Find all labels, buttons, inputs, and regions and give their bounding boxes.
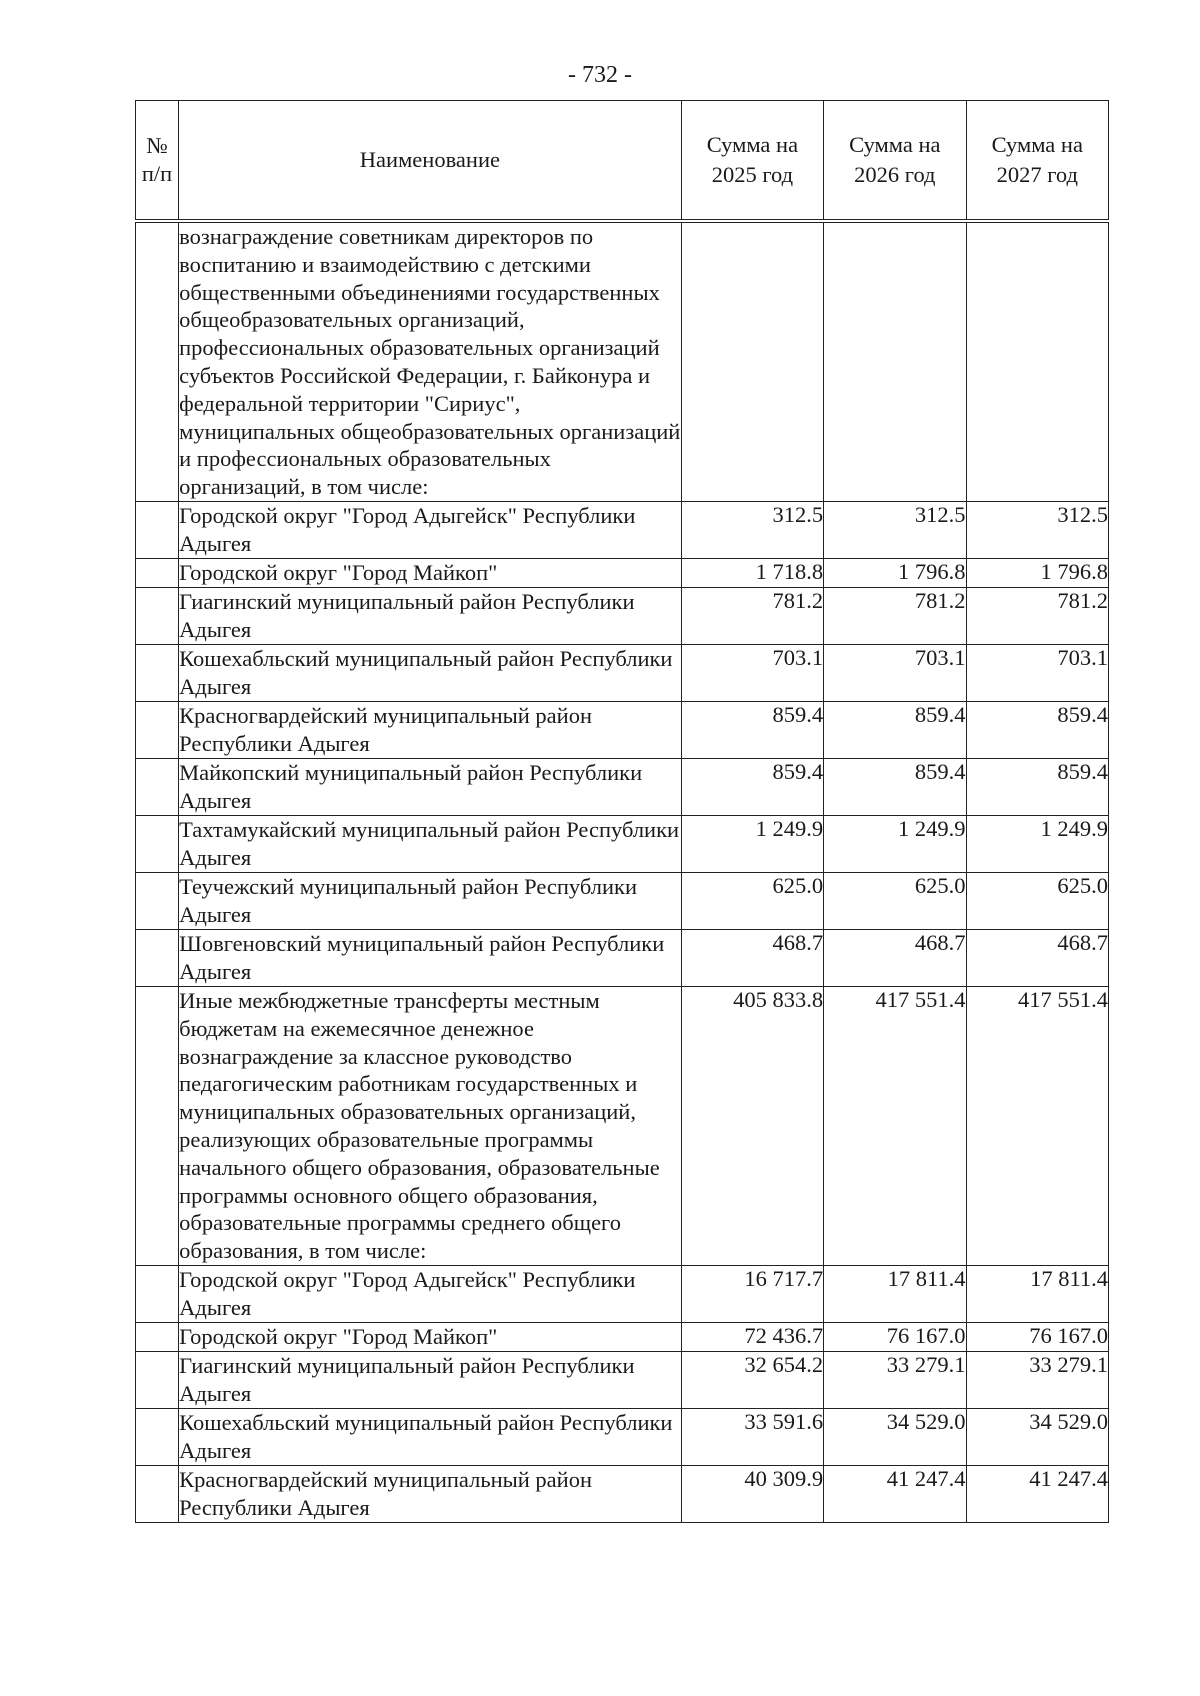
- row-name-cell: Красногвардейский муниципальный район Республики Адыгея: [179, 1465, 682, 1522]
- row-value-2025: 312.5: [681, 501, 823, 558]
- row-name-cell: Красногвардейский муниципальный район Республики Адыгея: [179, 701, 682, 758]
- row-value-2027: 41 247.4: [966, 1465, 1108, 1522]
- table-row: [136, 815, 1109, 872]
- row-value-2025: 40 309.9: [681, 1465, 823, 1522]
- row-value-2026: 33 279.1: [824, 1351, 966, 1408]
- row-value-2026: 1 249.9: [824, 815, 966, 872]
- row-value-2026: 417 551.4: [824, 986, 966, 1265]
- row-value-2027: 1 796.8: [966, 558, 1108, 587]
- row-value-2025: 72 436.7: [681, 1322, 823, 1351]
- row-value-2027: 781.2: [966, 587, 1108, 644]
- row-value-2026: 859.4: [824, 701, 966, 758]
- row-name-cell: Городской округ "Город Адыгейск" Республики Адыгея: [179, 1265, 682, 1322]
- row-value-2026: 781.2: [824, 587, 966, 644]
- row-value-2025: 625.0: [681, 872, 823, 929]
- row-value-2027: 703.1: [966, 644, 1108, 701]
- table-body: [136, 221, 1109, 1522]
- row-value-2027: 76 167.0: [966, 1322, 1108, 1351]
- header-2025: Сумма на 2025 год: [681, 101, 823, 222]
- table-row: [136, 986, 1109, 1265]
- row-name-cell: Кошехабльский муниципальный район Республики Адыгея: [179, 644, 682, 701]
- table-row: [136, 644, 1109, 701]
- row-name-cell: Гиагинский муниципальный район Республики Адыгея: [179, 587, 682, 644]
- row-value-2027: 859.4: [966, 758, 1108, 815]
- page-number: - 732 -: [568, 62, 632, 88]
- row-value-2026: 34 529.0: [824, 1408, 966, 1465]
- row-value-2027: 625.0: [966, 872, 1108, 929]
- row-value-2025: 1 718.8: [681, 558, 823, 587]
- row-num-cell: [136, 221, 179, 501]
- row-value-2026: 859.4: [824, 758, 966, 815]
- header-num: № п/п: [136, 101, 179, 222]
- row-num-cell: [136, 815, 179, 872]
- header-name: Наименование: [179, 101, 682, 222]
- row-value-2025: 703.1: [681, 644, 823, 701]
- row-value-2026: 312.5: [824, 501, 966, 558]
- row-name-cell: Городской округ "Город Майкоп": [179, 1322, 682, 1351]
- row-value-2027: 1 249.9: [966, 815, 1108, 872]
- row-name-cell: Теучежский муниципальный район Республики Адыгея: [179, 872, 682, 929]
- row-value-2027: 34 529.0: [966, 1408, 1108, 1465]
- table-row: [136, 221, 1109, 501]
- row-value-2027: 417 551.4: [966, 986, 1108, 1265]
- row-value-2026: 1 796.8: [824, 558, 966, 587]
- table-row: [136, 758, 1109, 815]
- row-num-cell: [136, 1265, 179, 1322]
- row-num-cell: [136, 1465, 179, 1522]
- table-row: [136, 929, 1109, 986]
- table-row: [136, 501, 1109, 558]
- header-row: [136, 101, 1109, 222]
- table-row: [136, 1465, 1109, 1522]
- row-num-cell: [136, 701, 179, 758]
- row-value-2027: 17 811.4: [966, 1265, 1108, 1322]
- row-name-cell: Городской округ "Город Майкоп": [179, 558, 682, 587]
- row-value-2027: 312.5: [966, 501, 1108, 558]
- table-row: [136, 587, 1109, 644]
- row-value-2026: [824, 221, 966, 501]
- row-value-2026: 17 811.4: [824, 1265, 966, 1322]
- row-value-2026: 703.1: [824, 644, 966, 701]
- row-name-cell: Тахтамукайский муниципальный район Республики Адыгея: [179, 815, 682, 872]
- row-name-cell: Иные межбюджетные трансферты местным бюджетам на ежемесячное денежное вознаграждение за классное руководство педагогическим работникам государственных и муниципальных образовательных организаций, реализующих образовательные программы начального общего образования, образовательные программы основного общего образования, образовательные программы среднего общего образования, в том числе:: [179, 986, 682, 1265]
- header-2026: Сумма на 2026 год: [824, 101, 966, 222]
- row-value-2026: 41 247.4: [824, 1465, 966, 1522]
- row-value-2025: 32 654.2: [681, 1351, 823, 1408]
- table-row: [136, 1351, 1109, 1408]
- row-value-2026: 76 167.0: [824, 1322, 966, 1351]
- row-value-2025: 16 717.7: [681, 1265, 823, 1322]
- row-num-cell: [136, 587, 179, 644]
- row-num-cell: [136, 1322, 179, 1351]
- row-num-cell: [136, 501, 179, 558]
- row-num-cell: [136, 558, 179, 587]
- row-num-cell: [136, 644, 179, 701]
- header-2027: Сумма на 2027 год: [966, 101, 1108, 222]
- table-row: [136, 701, 1109, 758]
- row-value-2027: 33 279.1: [966, 1351, 1108, 1408]
- row-num-cell: [136, 1351, 179, 1408]
- table-row: [136, 872, 1109, 929]
- row-name-cell: вознаграждение советникам директоров по воспитанию и взаимодействию с детскими общественными объединениями государственных общеобразовательных организаций, профессиональных образовательных организаций субъектов Российской Федерации, г. Байконура и федеральной территории "Сириус", муниципальных общеобразовательных организаций и профессиональных образовательных организаций, в том числе:: [179, 221, 682, 501]
- row-num-cell: [136, 1408, 179, 1465]
- row-value-2027: 859.4: [966, 701, 1108, 758]
- row-value-2025: 859.4: [681, 701, 823, 758]
- row-value-2025: 1 249.9: [681, 815, 823, 872]
- row-name-cell: Майкопский муниципальный район Республики Адыгея: [179, 758, 682, 815]
- row-value-2026: 468.7: [824, 929, 966, 986]
- row-value-2025: 859.4: [681, 758, 823, 815]
- budget-table: [135, 100, 1109, 1523]
- row-value-2026: 625.0: [824, 872, 966, 929]
- table-row: [136, 558, 1109, 587]
- table-row: [136, 1265, 1109, 1322]
- row-value-2027: [966, 221, 1108, 501]
- row-value-2025: 33 591.6: [681, 1408, 823, 1465]
- row-value-2027: 468.7: [966, 929, 1108, 986]
- table-row: [136, 1322, 1109, 1351]
- row-num-cell: [136, 872, 179, 929]
- row-name-cell: Шовгеновский муниципальный район Республики Адыгея: [179, 929, 682, 986]
- row-value-2025: [681, 221, 823, 501]
- row-name-cell: Городской округ "Город Адыгейск" Республики Адыгея: [179, 501, 682, 558]
- table-row: [136, 1408, 1109, 1465]
- row-value-2025: 781.2: [681, 587, 823, 644]
- row-name-cell: Гиагинский муниципальный район Республики Адыгея: [179, 1351, 682, 1408]
- row-num-cell: [136, 929, 179, 986]
- row-name-cell: Кошехабльский муниципальный район Республики Адыгея: [179, 1408, 682, 1465]
- row-value-2025: 468.7: [681, 929, 823, 986]
- row-num-cell: [136, 758, 179, 815]
- row-value-2025: 405 833.8: [681, 986, 823, 1265]
- row-num-cell: [136, 986, 179, 1265]
